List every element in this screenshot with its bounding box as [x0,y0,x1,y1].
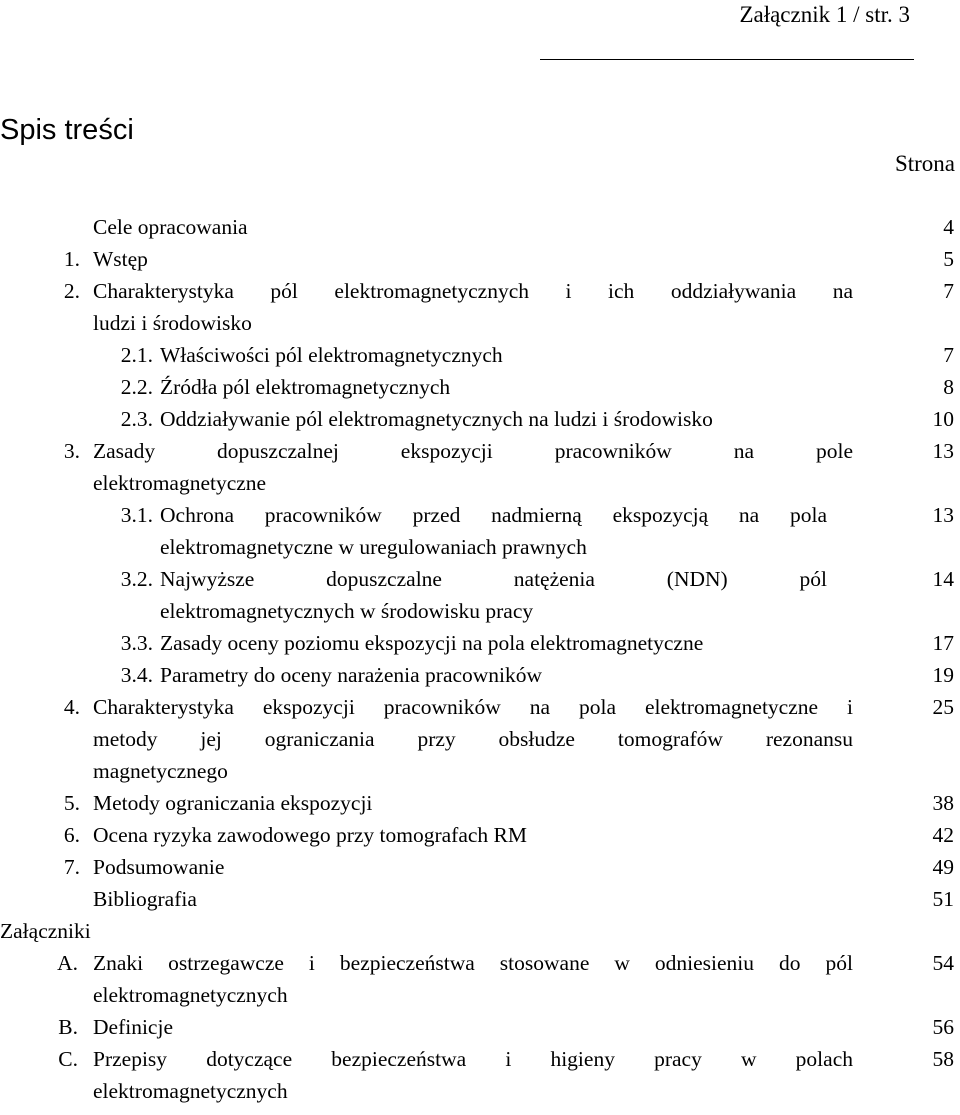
toc-entry-title-line: elektromagnetycznych [93,1079,288,1103]
toc-entry-title-line: Charakterystyka ekspozycji pracowników na pola elektromagnetyczne i [93,695,853,719]
toc-entry [0,339,960,371]
toc-entry-title-line: Metody ograniczania ekspozycji [93,791,373,815]
toc-entry-number: 2.3. [120,407,153,431]
toc-entry [0,403,960,435]
toc-entry-number: 4. [63,695,80,719]
toc-entry [0,659,960,691]
toc-entry-title-line: Ocena ryzyka zawodowego przy tomografach RM [93,823,528,847]
toc-entry-title-line: Wstęp [93,247,148,271]
toc-entry [0,883,960,915]
toc-entry [0,627,960,659]
toc-entry-page: 5 [943,247,954,271]
toc-entry [0,819,960,851]
page-title: Spis treści [0,114,134,146]
toc-entry [0,371,960,403]
toc-entry-page: 58 [932,1047,954,1071]
toc-entry-number: 2.1. [120,343,153,367]
toc-entry-title-line: Właściwości pól elektromagnetycznych [160,343,503,367]
toc-entry-title-line: magnetycznego [93,759,228,783]
toc-entry [0,499,960,563]
toc-entry-title-line: Najwyższe dopuszczalne natężenia (NDN) pól [160,567,827,591]
toc-entry-page: 13 [932,503,954,527]
toc-entry-title-line: Charakterystyka pól elektromagnetycznych i ich oddziaływania na [93,279,853,303]
toc-entry [0,243,960,275]
toc-entry-title-line: Zasady oceny poziomu ekspozycji na pola elektromagnetyczne [160,631,704,655]
toc-entry-title-line: Przepisy dotyczące bezpieczeństwa i higieny pracy w polach [93,1047,853,1071]
toc-entry-page: 17 [932,631,954,655]
toc-entry-number: 6. [63,823,80,847]
toc-entry-number: 2. [63,279,80,303]
toc-entry-title-line: elektromagnetyczne [93,471,267,495]
toc-entry [0,435,960,499]
toc-entry-number: 3. [63,439,80,463]
toc-entry-page: 7 [943,279,954,303]
toc-entry [0,563,960,627]
toc-entry [0,787,960,819]
toc-entry-title-line: Definicje [93,1015,173,1039]
toc-entry-number: 3.3. [120,631,153,655]
toc-entry [0,211,960,243]
toc-entry-page: 8 [943,375,954,399]
toc-entry-title-line: ludzi i środowisko [93,311,252,335]
toc-entry-number: 7. [63,855,80,879]
toc-entry-number: 5. [63,791,80,815]
toc-entry-number: A. [57,951,78,975]
toc-entry-title-line: elektromagnetycznych [93,983,288,1007]
toc-entry-number: 1. [63,247,80,271]
toc-entry-title-line: Znaki ostrzegawcze i bezpieczeństwa stosowane w odniesieniu do pól [93,951,853,975]
toc-entry-page: 4 [943,215,954,239]
toc-entry-number: 3.1. [120,503,153,527]
toc-entry-page: 56 [932,1015,954,1039]
toc-entry-title-line: Podsumowanie [93,855,225,879]
toc-entry-page: 54 [932,951,954,975]
toc-entry-page: 25 [932,695,954,719]
toc-entry-title-line: Bibliografia [93,887,197,911]
toc-entry-page: 42 [932,823,954,847]
toc-entry-title-line: Źródła pól elektromagnetycznych [160,375,451,399]
toc-entry-number: 2.2. [120,375,153,399]
toc-entry-title-line: Cele opracowania [93,215,248,239]
toc-entry-title-line: elektromagnetycznych w środowisku pracy [160,599,534,623]
page-header: Załącznik 1 / str. 3 [739,2,910,27]
toc-entry-page: 38 [932,791,954,815]
toc-entry-title-line: Ochrona pracowników przed nadmierną ekspozycją na pola [160,503,827,527]
toc-entry-title-line: elektromagnetyczne w uregulowaniach prawnych [160,535,587,559]
toc-entry-number: 3.2. [120,567,153,591]
toc-entry-title-line: Parametry do oceny narażenia pracowników [160,663,543,687]
toc-entry-number: B. [58,1015,78,1039]
toc-entry-page: 7 [943,343,954,367]
toc-entry-number: C. [58,1047,78,1071]
toc-entry-page: 19 [932,663,954,687]
appendix-entry [0,947,960,1011]
appendix-entry [0,1011,960,1043]
toc-entry-title-line: metody jej ograniczania przy obsłudze tomografów rezonansu [93,727,853,751]
appendix-entry [0,1043,960,1107]
header-rule [540,59,914,60]
toc-entry-number: 3.4. [120,663,153,687]
toc-entry [0,275,960,339]
toc-entry-page: 49 [932,855,954,879]
toc-entry-page: 13 [932,439,954,463]
toc-entry-page: 10 [932,407,954,431]
toc-entry [0,691,960,787]
toc-entry-page: 51 [932,887,954,911]
page-column-label: Strona [894,151,955,176]
toc-entry [0,851,960,883]
toc-entry-title-line: Oddziaływanie pól elektromagnetycznych na ludzi i środowisko [160,407,713,431]
appendix-heading: Załączniki [0,919,91,943]
toc-entry-title-line: Zasady dopuszczalnej ekspozycji pracowników na pole [93,439,853,463]
toc-entry-page: 14 [932,567,954,591]
